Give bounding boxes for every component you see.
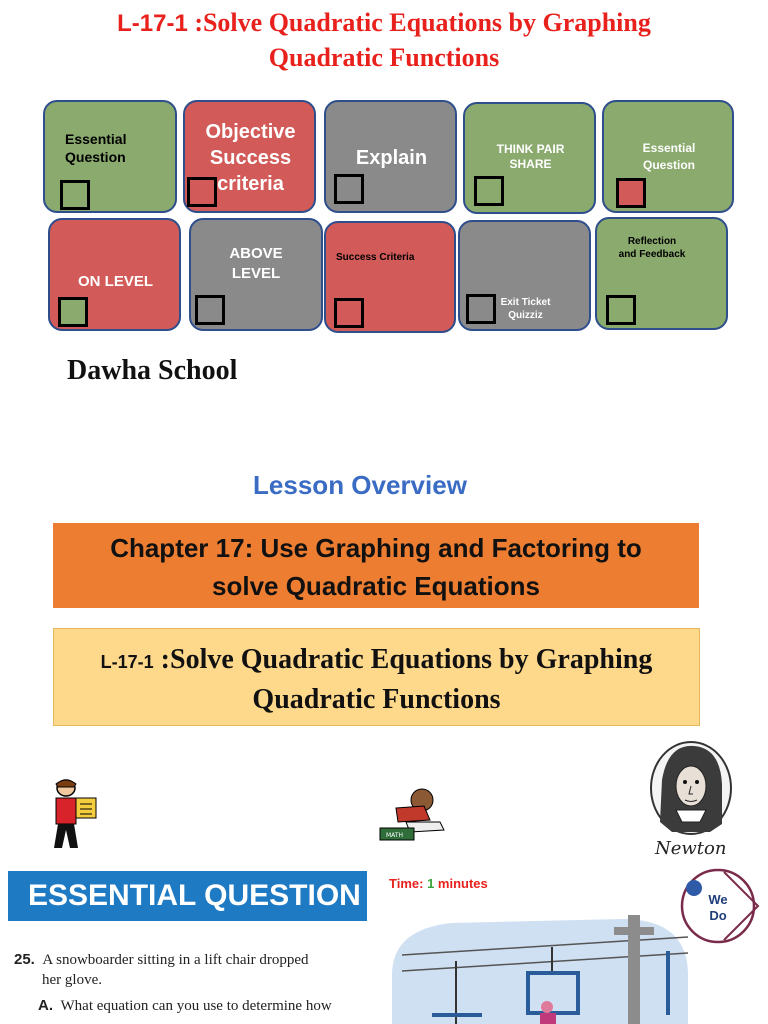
chapter-line1: Chapter 17: Use Graphing and Factoring to [110,533,642,563]
checkbox[interactable] [474,176,504,206]
time-label: Time: [389,876,424,891]
tile-success-criteria[interactable] [324,221,456,333]
tile-label: Exit Ticket Quizziz [500,297,551,321]
problem-number: 25. [14,951,35,968]
newton-portrait-icon [648,740,734,840]
ski-lift-illustration [392,915,688,1024]
student-reading-clipart-icon [378,786,448,846]
problem-line1: A snowboarder sitting in a lift chair dropped [42,952,309,968]
checkbox-checked[interactable] [58,297,88,327]
checkbox[interactable] [195,295,225,325]
part-a-label: A. [38,997,53,1014]
tile-label: Essential Question [642,141,696,172]
tile-label: ON LEVEL [77,273,153,290]
teacher-clipart-icon [50,778,100,852]
chapter-line2: solve Quadratic Equations [212,571,540,601]
book-label: MATH [386,832,403,839]
tile-reflection-feedback[interactable] [595,217,728,330]
tile-essential-question-2[interactable] [602,100,734,213]
lesson-title-line2: Quadratic Functions [268,43,500,72]
time-value: 1 [427,876,435,891]
checkbox[interactable] [187,177,217,207]
checkbox-checked[interactable] [616,178,646,208]
lesson-title-line1: :Solve Quadratic Equations by Graphing [187,8,651,37]
checkbox[interactable] [334,174,364,204]
tile-explain[interactable] [324,100,457,213]
checkbox[interactable] [606,295,636,325]
we-do-line2: Do [709,908,727,923]
lesson-banner [53,628,700,726]
part-a-text: What equation can you use to determine how [60,998,332,1014]
tile-exit-ticket[interactable] [458,220,591,331]
tile-think-pair-share[interactable] [463,102,596,214]
newton-label: Newton [655,838,727,859]
time-unit: minutes [437,876,488,891]
tile-label: ABOVE LEVEL [229,245,283,282]
problem-line2: her glove. [42,972,102,988]
timer [389,876,488,891]
tile-label: Essential Question [65,131,127,165]
checkbox[interactable] [334,298,364,328]
lesson-line1: :Solve Quadratic Equations by Graphing [153,644,653,675]
tile-label: Success Criteria [336,252,415,263]
lesson-title [0,6,768,75]
tile-label: Reflection and Feedback [618,236,686,260]
tile-label: Objective Success criteria [205,121,296,195]
school-name: Dawha School [67,355,238,386]
we-do-badge-icon [678,866,762,946]
tile-label: Explain [355,147,428,169]
checkbox[interactable] [466,294,496,324]
chapter-banner [53,523,699,608]
tile-above-level[interactable] [189,218,323,331]
we-do-line1: We [708,892,728,907]
problem-text [14,950,374,1016]
tile-objective-success-criteria[interactable] [183,100,316,213]
tile-on-level[interactable] [48,218,181,331]
lesson-line2: Quadratic Functions [252,684,501,715]
checkbox[interactable] [60,180,90,210]
lesson-overview-heading: Lesson Overview [253,470,467,500]
essential-question-banner: ESSENTIAL QUESTION [8,871,367,921]
lesson-code: L-17-1 [100,652,154,672]
lesson-code: L-17-1 [117,10,188,37]
tile-essential-question[interactable] [43,100,177,213]
tile-label: THINK PAIR SHARE [496,142,565,171]
